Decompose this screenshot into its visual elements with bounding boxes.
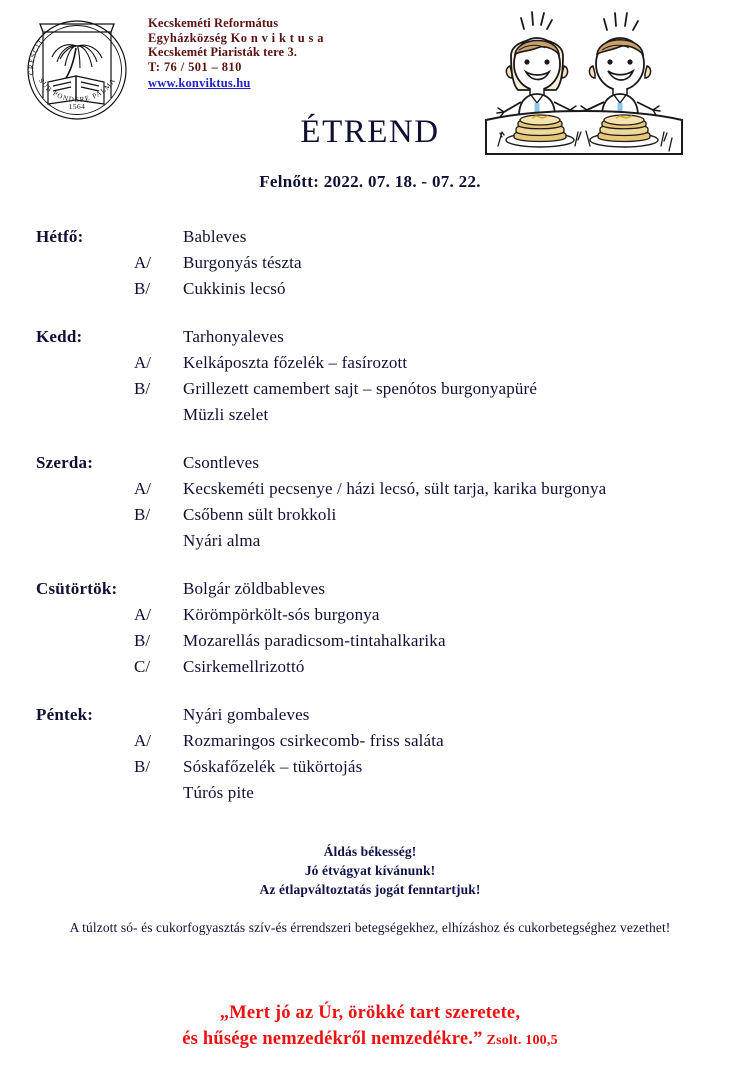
dish-name: Tarhonyaleves [183, 327, 284, 346]
day-label-friday: Péntek: [36, 705, 94, 724]
option-marker: A/ [134, 253, 151, 272]
day-label-thursday: Csütörtök: [36, 579, 118, 598]
menu-row [0, 402, 740, 428]
dish-name: Cukkinis lecsó [183, 279, 286, 298]
menu-row [0, 780, 740, 806]
org-name-line-1: Kecskeméti Református [148, 16, 279, 30]
menu-row [0, 576, 740, 602]
menu-row [0, 728, 740, 754]
blessing-line-2: Jó étvágyat kívánunk! [304, 863, 436, 879]
dish-name: Csőbenn sült brokkoli [183, 505, 337, 524]
menu-row [0, 450, 740, 476]
day-block-thursday [0, 576, 740, 680]
dish-name: Grillezett camembert sajt – spenótos burgonyapüré [183, 379, 538, 398]
org-address-line: Kecskemét Piaristák tere 3. [148, 45, 297, 59]
scripture-line-2-row [0, 1026, 740, 1052]
menu-row [0, 476, 740, 502]
dish-name: Csirkemellrizottó [183, 657, 305, 676]
blessing-line-3: Az étlapváltoztatás jogát fenntartjuk! [259, 882, 481, 898]
dish-name: Csontleves [183, 453, 260, 472]
menu-row [0, 654, 740, 680]
document-subtitle-date-range: Felnőtt: 2022. 07. 18. - 07. 22. [259, 172, 481, 191]
svg-text:SUB PONDERE PALMA: SUB PONDERE PALMA [37, 76, 118, 104]
menu-row [0, 754, 740, 780]
dish-name: Nyári alma [183, 531, 261, 550]
day-label-tuesday: Kedd: [36, 327, 83, 346]
dish-name: Nyári gombaleves [183, 705, 310, 724]
dish-name: Burgonyás tészta [183, 253, 302, 272]
menu-row [0, 276, 740, 302]
health-warning-note: A túlzott só- és cukorfogyasztás szív-és érrendszeri betegségekhez, elhízáshoz és cukorbetegséghez vezethet! [69, 920, 671, 935]
option-marker: B/ [134, 505, 151, 524]
dish-name: Mozarellás paradicsom-tintahalkarika [183, 631, 446, 650]
svg-text:CRESCIT: CRESCIT [27, 37, 46, 76]
weekly-menu [0, 224, 740, 828]
option-marker: B/ [134, 279, 151, 298]
scripture-quote-block [0, 1000, 740, 1053]
scripture-line-2: és hűsége nemzedékről nemzedékre.” [182, 1029, 483, 1050]
option-marker: C/ [134, 657, 151, 676]
menu-row [0, 702, 740, 728]
organisation-contact-block [148, 16, 408, 93]
dish-name: Bolgár zöldbableves [183, 579, 326, 598]
dish-name: Bableves [183, 227, 247, 246]
menu-row [0, 350, 740, 376]
menu-row [0, 376, 740, 402]
day-block-monday [0, 224, 740, 302]
dish-name: Körömpörkölt-sós burgonya [183, 605, 380, 624]
dish-name: Sóskafőzelék – tükörtojás [183, 757, 363, 776]
dish-name: Túrós pite [183, 783, 254, 802]
menu-row [0, 628, 740, 654]
menu-row [0, 224, 740, 250]
menu-row [0, 324, 740, 350]
blessing-line-1: Áldás békesség! [323, 844, 417, 859]
dish-name: Kelkáposzta főzelék – fasírozott [183, 353, 408, 372]
org-phone-line: T: 76 / 501 – 810 [148, 59, 242, 74]
day-block-tuesday [0, 324, 740, 428]
menu-row [0, 502, 740, 528]
scripture-reference: Zsolt. 100,5 [486, 1033, 558, 1049]
dish-name: Rozmaringos csirkecomb- friss saláta [183, 731, 444, 750]
option-marker: A/ [134, 605, 151, 624]
scripture-line-1: „Mert jó az Úr, örökké tart szeretete, [219, 1003, 521, 1023]
menu-row [0, 602, 740, 628]
option-marker: A/ [134, 353, 151, 372]
svg-text:1564: 1564 [68, 102, 86, 111]
option-marker: B/ [134, 631, 151, 650]
option-marker: A/ [134, 479, 151, 498]
church-seal-logo [18, 12, 136, 124]
dish-name: Kecskeméti pecsenye / házi lecsó, sült tarja, karika burgonya [183, 479, 607, 498]
menu-row [0, 250, 740, 276]
org-name-line-2: Egyházközség Ko n v i k t u s a [148, 30, 324, 45]
org-website-link[interactable]: www.konviktus.hu [148, 76, 251, 90]
day-block-wednesday [0, 450, 740, 554]
document-title: ÉTREND [300, 114, 440, 150]
day-label-monday: Hétfő: [36, 227, 84, 246]
option-marker: B/ [134, 379, 151, 398]
day-block-friday [0, 702, 740, 806]
day-label-wednesday: Szerda: [36, 453, 94, 472]
menu-row [0, 528, 740, 554]
blessing-block [0, 842, 740, 899]
option-marker: A/ [134, 731, 151, 750]
option-marker: B/ [134, 757, 151, 776]
dish-name: Müzli szelet [183, 405, 269, 424]
